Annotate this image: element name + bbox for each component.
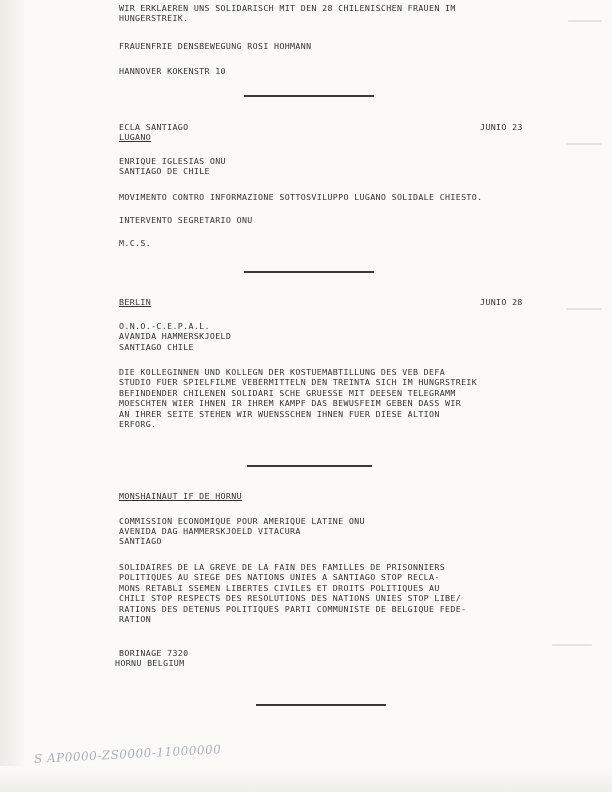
block3-body-line: ERFORG. xyxy=(119,419,157,429)
block1-address: HANNOVER KOKENSTR 10 xyxy=(119,66,226,76)
block3-origin: BERLIN xyxy=(119,297,152,307)
separator-rule-2 xyxy=(244,271,374,273)
block2-message-2: INTERVENTO SEGRETARIO ONU xyxy=(119,215,253,225)
block3-body-line: MOESCHTEN WIER IHNEN IR IHREM KAMPF DAS BEWUSFEIM GEBEN DASS WIR xyxy=(119,398,462,408)
block3-body-line: AN IHRER SEITE STEHEN WIR WUENSSCHEN IHNEN FUER DIESE ALTION xyxy=(119,409,440,419)
block4-recipient-1: COMMISSION ECONOMIQUE POUR AMERIQUE LATINE ONU xyxy=(119,516,365,526)
block4-recipient-2: AVENIDA DAG HAMMERSKJOELD VITACURA xyxy=(119,526,301,536)
block1-line1: WIR ERKLAEREN UNS SOLIDARISCH MIT DEN 28 CHILENISCHEN FRAUEN IM xyxy=(119,3,456,13)
block2-recipient-2: SANTIAGO DE CHILE xyxy=(119,166,210,176)
block1-line2: HUNGERSTREIK. xyxy=(119,13,189,23)
archive-number-handwritten: S AP0000-ZS0000-11000000 xyxy=(33,742,222,766)
block2-message: MOVIMENTO CONTRO INFORMAZIONE SOTTOSVILUPPO LUGANO SOLIDALE CHIESTO. xyxy=(119,192,483,202)
scan-smudge xyxy=(552,644,592,646)
block4-recipient-3: SANTIAGO xyxy=(119,536,162,546)
block3-body-line: BEFINDENDER CHILENEN SOLIDARI SCHE GRUESSE MIT DEESEN TELEGRAMM xyxy=(119,388,456,398)
block1-signature: FRAUENFRIE DENSBEWEGUNG ROSI HOHMANN xyxy=(119,41,312,51)
block2-origin-underlined: LUGANO xyxy=(119,132,152,142)
separator-rule-4 xyxy=(256,704,386,706)
scan-smudge xyxy=(568,20,602,22)
block4-body-line: RATIONS DES DETENUS POLITIQUES PARTI COMMUNISTE DE BELGIQUE FEDE- xyxy=(119,604,467,614)
block3-recipient-3: SANTIAGO CHILE xyxy=(119,342,194,352)
block4-body-line: POLITIQUES AU SIEGE DES NATIONS UNIES A SANTIAGO STOP RECLA- xyxy=(119,572,440,582)
block4-sender-1: BORINAGE 7320 xyxy=(119,648,189,658)
block4-origin: MONSHAINAUT IF DE HORNU xyxy=(119,491,242,501)
scan-smudge xyxy=(566,143,602,145)
scan-smudge xyxy=(566,308,602,310)
separator-rule-1 xyxy=(244,95,374,97)
block4-body-line: RATION xyxy=(119,614,152,624)
block3-recipient-2: AVANIDA HAMMERSKJOELD xyxy=(119,331,232,341)
block3-recipient-1: O.N.O.-C.E.P.A.L. xyxy=(119,321,210,331)
block4-sender-2: HORNU BELGIUM xyxy=(115,658,185,668)
block4-body-line: CHILI STOP RESPECTS DES RESOLUTIONS DES NATIONS UNIES STOP LIBE/ xyxy=(119,593,462,603)
block4-body-line: SOLIDAIRES DE LA GREVE DE LA FAIN DES FAMILLES DE PRISONNIERS xyxy=(119,562,446,572)
block2-sender: M.C.S. xyxy=(119,238,152,248)
block2-recipient-1: ENRIQUE IGLESIAS ONU xyxy=(119,156,226,166)
block2-origin: ECLA SANTIAGO xyxy=(119,122,189,132)
block3-date: JUNIO 28 xyxy=(480,297,523,307)
block3-body-line: DIE KOLLEGINNEN UND KOLLEGN DER KOSTUEMABTILLUNG DES VEB DEFA xyxy=(119,367,446,377)
block2-date: JUNIO 23 xyxy=(480,122,523,132)
block4-body-line: MONS RETABLI SSEMEN LIBERTES CIVILES ET DROITS POLITIQUES AU xyxy=(119,583,440,593)
block3-body-line: STUDIO FUER SPIELFILME VEBERMITTELN DEN TREINTA SICH IM HUNGRSTREIK xyxy=(119,377,478,387)
separator-rule-3 xyxy=(247,465,372,467)
